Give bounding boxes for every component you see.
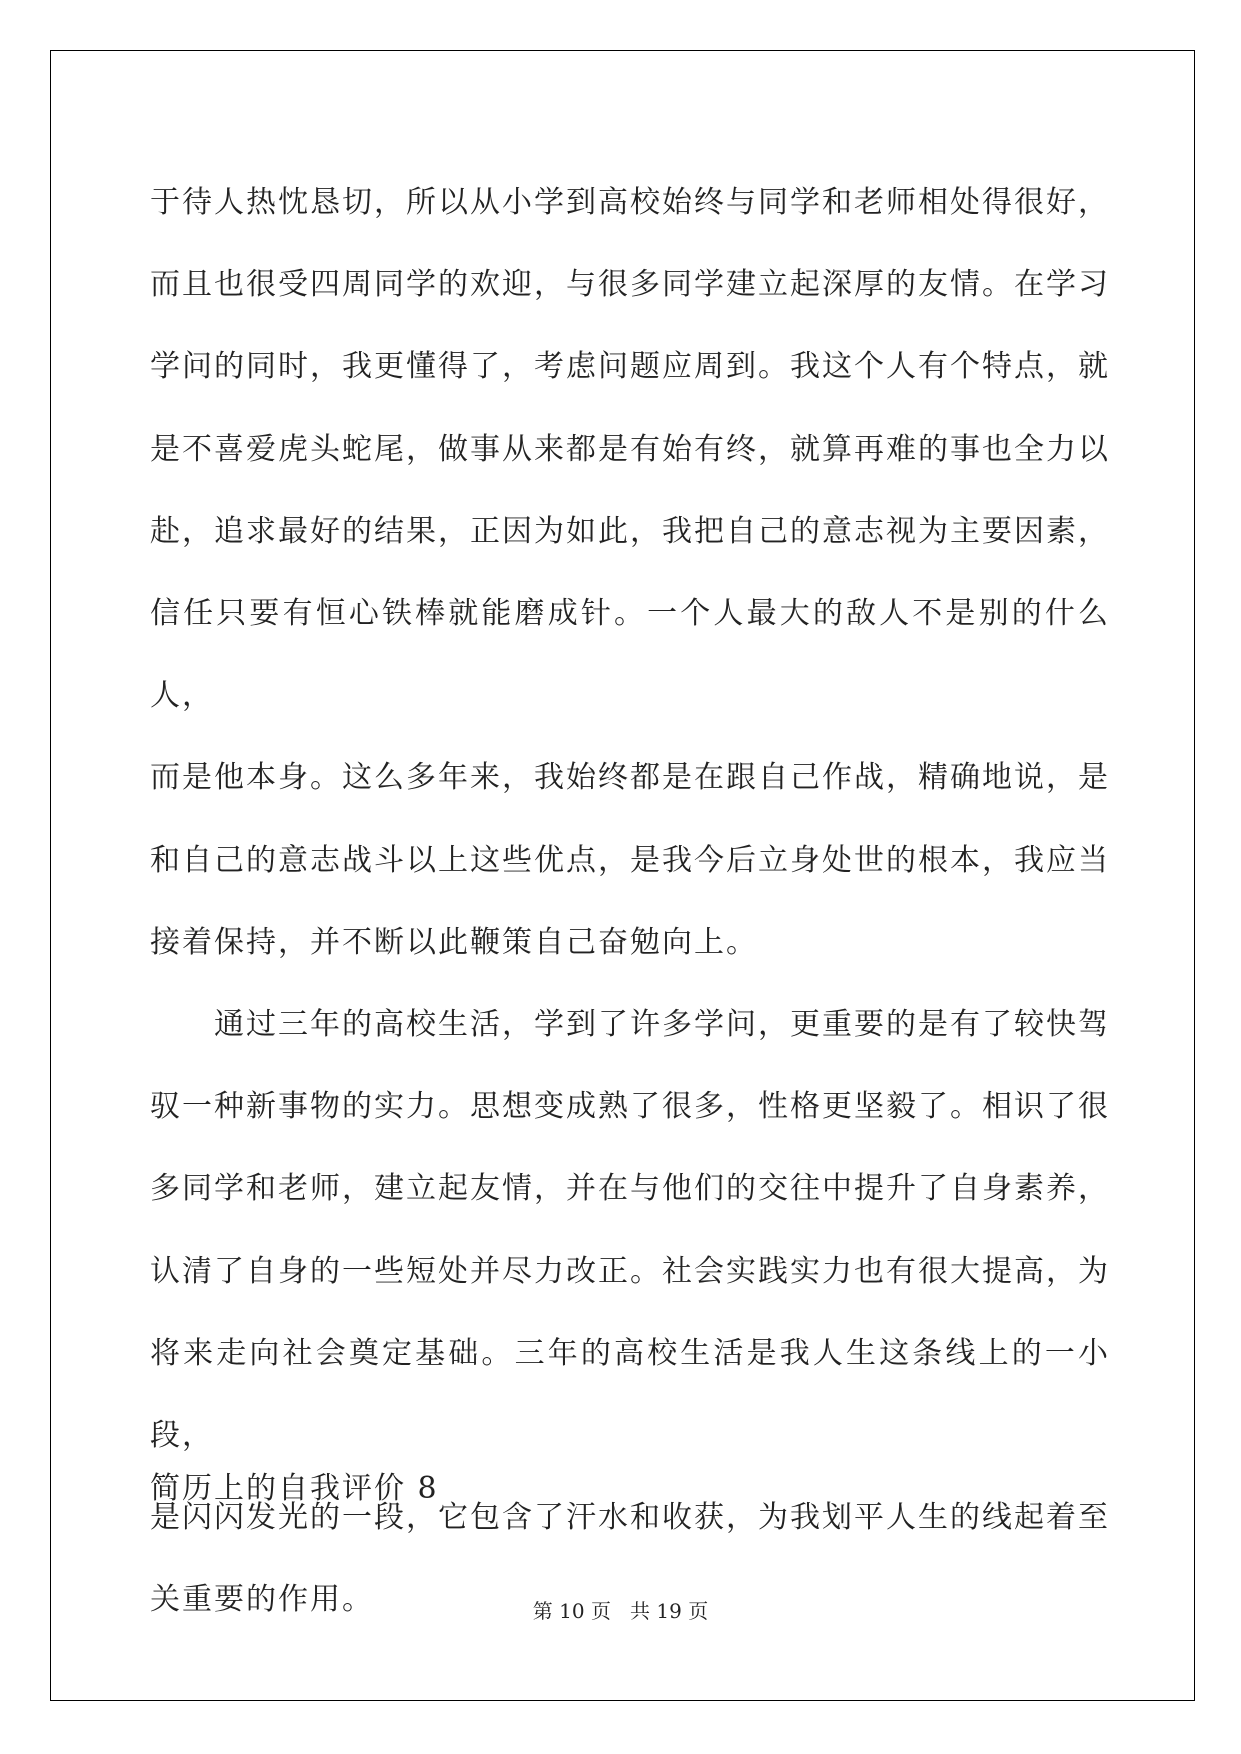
text-line: 接着保持，并不断以此鞭策自己奋勉向上。 (150, 924, 758, 960)
text-line: 是不喜爱虎头蛇尾，做事从来都是有始有终，就算再难的事也全力以 (150, 431, 1110, 467)
paragraph-2 (150, 984, 1110, 1642)
text-line: 而是他本身。这么多年来，我始终都是在跟自己作战，精确地说，是 (150, 760, 1110, 796)
text-line: 关重要的作用。 (150, 1582, 374, 1618)
text-line: 而且也很受四周同学的欢迎，与很多同学建立起深厚的友情。在学习 (150, 267, 1110, 303)
paragraph-1 (150, 162, 1110, 984)
section-heading: 简历上的自我评价 8 (150, 1471, 439, 1506)
text-line: 和自己的意志战斗以上这些优点，是我今后立身处世的根本，我应当 (150, 842, 1110, 878)
text-line: 于待人热忱恳切，所以从小学到高校始终与同学和老师相处得很好， (150, 185, 1110, 220)
text-line: 驭一种新事物的实力。思想变成熟了很多，性格更坚毅了。相识了很 (150, 1089, 1110, 1125)
page-number: 第 10 页 (532, 1599, 611, 1623)
text-line: 通过三年的高校生活，学到了许多学问，更重要的是有了较快驾 (214, 1007, 1110, 1043)
page-footer (0, 1595, 1241, 1624)
body-text (150, 162, 1110, 1642)
text-line: 是闪闪发光的一段，它包含了汗水和收获，为我划平人生的线起着至 (150, 1500, 1110, 1536)
text-line: 将来走向社会奠定基础。三年的高校生活是我人生这条线上的一小段， (150, 1335, 1110, 1454)
total-pages: 共 19 页 (630, 1599, 709, 1623)
text-line: 信任只要有恒心铁棒就能磨成针。一个人最大的敌人不是别的什么人， (150, 596, 1110, 714)
text-line: 学问的同时，我更懂得了，考虑问题应周到。我这个人有个特点，就 (150, 349, 1110, 385)
text-line: 赴，追求最好的结果，正因为如此，我把自己的意志视为主要因素， (150, 513, 1110, 549)
text-line: 多同学和老师，建立起友情，并在与他们的交往中提升了自身素养， (150, 1171, 1110, 1207)
text-line: 认清了自身的一些短处并尽力改正。社会实践实力也有很大提高，为 (150, 1253, 1110, 1289)
